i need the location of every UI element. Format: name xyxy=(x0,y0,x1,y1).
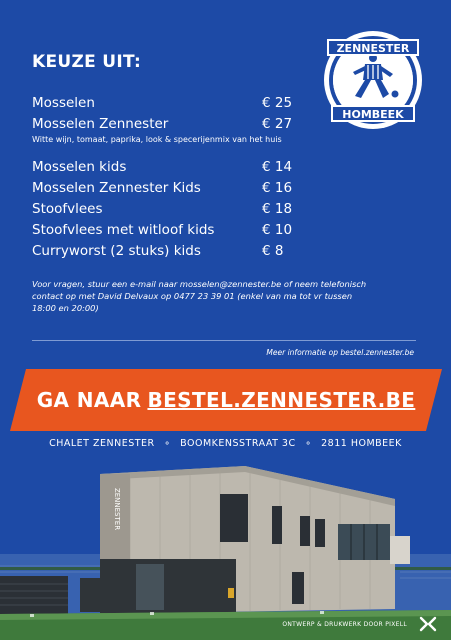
banner-url[interactable]: BESTEL.ZENNESTER.BE xyxy=(147,388,416,412)
menu-item-note: Witte wijn, tomaat, paprika, look & specerijenmix van het huis xyxy=(32,135,282,144)
street-address: BOOMKENSSTRAAT 3C xyxy=(180,438,296,449)
menu-item xyxy=(32,95,292,116)
logo-top-text: ZENNESTER xyxy=(336,42,410,55)
menu-item-price: € 10 xyxy=(262,222,293,238)
menu-item-price: € 14 xyxy=(262,159,293,175)
menu-heading: KEUZE UIT: xyxy=(32,52,142,72)
order-banner[interactable] xyxy=(10,369,442,431)
menu-item-price: € 8 xyxy=(262,243,284,259)
address-line xyxy=(0,438,451,449)
menu-item xyxy=(32,159,292,180)
banner-text xyxy=(10,369,442,431)
menu-item xyxy=(32,201,292,222)
menu-item-name: Stoofvlees xyxy=(32,201,103,217)
menu-item-name: Mosselen kids xyxy=(32,159,127,175)
menu-item-name: Curryworst (2 stuks) kids xyxy=(32,243,201,259)
menu-item xyxy=(32,243,292,264)
contact-info-line: Voor vragen, stuur een e-mail naar mosselen@zennester.be of neem telefonisch xyxy=(32,279,367,289)
logo-bottom-text: HOMBEEK xyxy=(342,108,404,121)
menu-list xyxy=(32,95,292,264)
divider xyxy=(32,340,416,341)
menu-item-name: Mosselen Zennester xyxy=(32,116,169,132)
zennester-logo xyxy=(313,28,433,132)
contact-info-line: contact op met David Delvaux op 0477 23 39 01 (enkel van ma tot vr tussen xyxy=(32,291,353,301)
menu-item-price: € 16 xyxy=(262,180,293,196)
menu-item xyxy=(32,222,292,243)
pixell-logo-icon xyxy=(419,615,437,633)
separator: ∘ xyxy=(164,438,171,449)
contact-info-line: 18:00 en 20:00) xyxy=(32,303,99,313)
menu-item-name: Stoofvlees met witloof kids xyxy=(32,222,215,238)
venue-name: CHALET ZENNESTER xyxy=(49,438,155,449)
menu-item-price: € 27 xyxy=(262,116,293,132)
menu-item-price: € 18 xyxy=(262,201,293,217)
banner-prefix: GA NAAR xyxy=(36,388,142,412)
separator: ∘ xyxy=(305,438,312,449)
menu-item-name: Mosselen xyxy=(32,95,95,111)
menu-item xyxy=(32,180,292,201)
contact-info xyxy=(32,278,422,314)
menu-item-price: € 25 xyxy=(262,95,293,111)
more-info-link[interactable]: Meer informatie op bestel.zennester.be xyxy=(266,348,414,357)
city: 2811 HOMBEEK xyxy=(321,438,402,449)
clubhouse-photo xyxy=(0,454,451,640)
menu-item-name: Mosselen Zennester Kids xyxy=(32,180,201,196)
menu-item xyxy=(32,116,292,137)
building-sign: ZENNESTER xyxy=(113,487,121,531)
design-credit: ONTWERP & DRUKWERK DOOR PIXELL xyxy=(282,621,407,628)
